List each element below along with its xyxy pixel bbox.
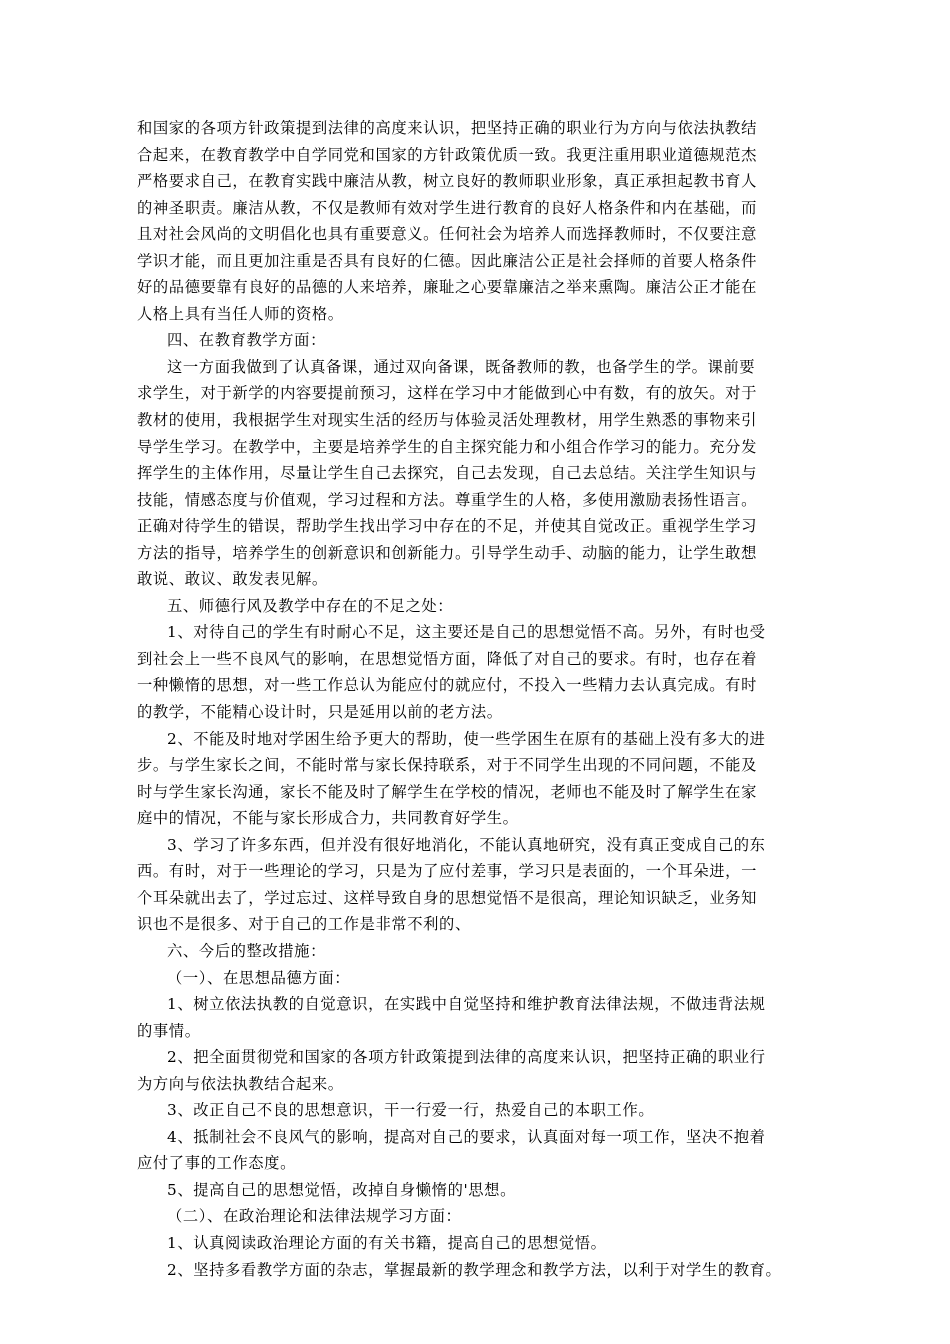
text-line: （二）、在政治理论和法律法规学习方面： (167, 1207, 462, 1226)
text-line: 为方向与依法执教结合起来。 (137, 1074, 344, 1093)
text-line: 个耳朵就出去了，学过忘过、这样导致自身的思想觉悟不是很高，理论知识缺乏，业务知 (137, 888, 757, 907)
text-line: 合起来，在教育教学中自学同党和国家的方针政策优质一致。我更注重用职业道德规范杰 (137, 145, 757, 164)
text-line: 4、抵制社会不良风气的影响，提高对自己的要求，认真面对每一项工作，坚决不抱着 (167, 1127, 766, 1146)
text-line: 的教学，不能精心设计时，只是延用以前的老方法。 (137, 703, 503, 722)
text-line: 求学生，对于新学的内容要提前预习，这样在学习中才能做到心中有数，有的放矢。对于 (137, 384, 757, 403)
text-line: 六、今后的整改措施： (167, 941, 326, 960)
body-text (137, 115, 820, 1283)
text-line: 方法的指导，培养学生的创新意识和创新能力。引导学生动手、动脑的能力，让学生敢想 (137, 543, 757, 562)
text-line: 人格上具有当任人师的资格。 (137, 304, 344, 323)
text-line: 这一方面我做到了认真备课，通过双向备课，既备教师的教，也备学生的学。课前要 (167, 357, 756, 376)
text-line: 5、提高自己的思想觉悟，改掉自身懒惰的'思想。 (167, 1180, 516, 1199)
text-line: 且对社会风尚的文明倡化也具有重要意义。任何社会为培养人而选择教师时，不仅要注意 (137, 225, 757, 244)
text-line: 学识才能，而且更加注重是否具有良好的仁德。因此廉洁公正是社会择师的首要人格条件 (137, 251, 757, 270)
text-line: 挥学生的主体作用，尽量让学生自己去探究，自己去发现，自己去总结。关注学生知识与 (137, 464, 757, 483)
text-line: （一）、在思想品德方面： (167, 968, 351, 987)
text-line: 3、改正自己不良的思想意识，干一行爱一行，热爱自己的本职工作。 (167, 1101, 655, 1120)
text-line: 一种懒惰的思想，对一些工作总认为能应付的就应付，不投入一些精力去认真完成。有时 (137, 676, 757, 695)
text-line: 五、师德行风及教学中存在的不足之处： (167, 596, 454, 615)
text-line: 技能，情感态度与价值观，学习过程和方法。尊重学生的人格，多使用激励表扬性语言。 (137, 490, 757, 509)
text-line: 正确对待学生的错误，帮助学生找出学习中存在的不足，并使其自觉改正。重视学生学习 (137, 517, 757, 536)
text-line: 3、学习了许多东西，但并没有很好地消化，不能认真地研究，没有真正变成自己的东 (167, 835, 766, 854)
text-line: 和国家的各项方针政策提到法律的高度来认识，把坚持正确的职业行为方向与依法执教结 (137, 119, 757, 137)
text-line: 识也不是很多、对于自己的工作是非常不利的、 (137, 915, 471, 934)
text-line: 好的品德要靠有良好的品德的人来培养，廉耻之心要靠廉洁之举来熏陶。廉洁公正才能在 (137, 278, 757, 297)
text-line: 1、认真阅读政治理论方面的有关书籍，提高自己的思想觉悟。 (167, 1233, 607, 1252)
text-line: 西。有时，对于一些理论的学习，只是为了应付差事，学习只是表面的，一个耳朵进，一 (137, 862, 757, 881)
text-line: 庭中的情况，不能与家长形成合力，共同教育好学生。 (137, 809, 519, 828)
text-line: 教材的使用，我根据学生对现实生活的经历与体验灵活处理教材，用学生熟悉的事物来引 (137, 411, 757, 430)
text-line: 四、在教育教学方面： (167, 331, 326, 350)
text-line: 2、不能及时地对学困生给予更大的帮助，使一些学困生在原有的基础上没有多大的进 (167, 729, 766, 748)
text-line: 到社会上一些不良风气的影响，在思想觉悟方面，降低了对自己的要求。有时，也存在着 (137, 649, 757, 668)
text-line: 步。与学生家长之间，不能时常与家长保持联系，对于不同学生出现的不同问题，不能及 (137, 756, 757, 775)
text-line: 2、坚持多看教学方面的杂志，掌握最新的教学理念和教学方法，以利于对学生的教育。 (167, 1260, 782, 1279)
text-line: 2、把全面贯彻党和国家的各项方针政策提到法律的高度来认识，把坚持正确的职业行 (167, 1048, 766, 1067)
text-line: 1、树立依法执教的自觉意识，在实践中自觉坚持和维护教育法律法规，不做违背法规 (167, 995, 766, 1014)
text-line: 的事情。 (137, 1021, 201, 1040)
text-line: 导学生学习。在教学中，主要是培养学生的自主探究能力和小组合作学习的能力。充分发 (137, 437, 757, 456)
text-line: 的神圣职责。廉洁从教，不仅是教师有效对学生进行教育的良好人格条件和内在基础，而 (137, 198, 757, 217)
text-line: 时与学生家长沟通，家长不能及时了解学生在学校的情况，老师也不能及时了解学生在家 (137, 782, 757, 801)
text-line: 应付了事的工作态度。 (137, 1154, 296, 1173)
text-line: 1、对待自己的学生有时耐心不足，这主要还是自己的思想觉悟不高。另外，有时也受 (167, 623, 766, 642)
text-line: 敢说、敢议、敢发表见解。 (137, 570, 328, 589)
text-line: 严格要求自己，在教育实践中廉洁从教，树立良好的教师职业形象，真正承担起教书育人 (137, 172, 757, 191)
